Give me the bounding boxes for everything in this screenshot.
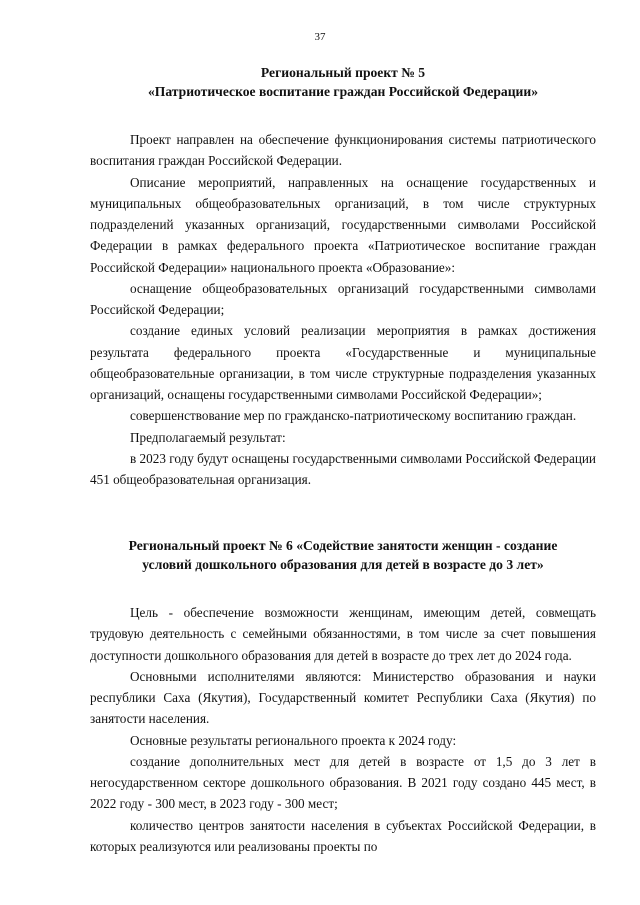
section-heading-project-5 xyxy=(90,63,596,101)
page-number: 37 xyxy=(314,31,326,43)
heading-line: Региональный проект № 5 xyxy=(260,65,426,80)
paragraph: Проект направлен на обеспечение функционирования системы патриотического воспитания граждан Российской Федерации. xyxy=(90,132,596,169)
paragraph: количество центров занятости населения в субъектах Российской Федерации, в которых реализуются или реализованы проекты по xyxy=(90,817,596,854)
paragraph: Основные результаты регионального проекта к 2024 году: xyxy=(130,732,457,748)
paragraph: Предполагаемый результат: xyxy=(130,429,286,445)
paragraph: создание единых условий реализации мероприятия в рамках достижения результата федерального проекта «Государственные и муниципальные общеобразовательные организации, в том числе структурные подразделения указанных организаций, оснащены государственными символами Российской Федерации»; xyxy=(90,323,596,402)
heading-line: Региональный проект № 6 «Содействие занятости женщин - создание xyxy=(128,538,558,553)
paragraph: Описание мероприятий, направленных на оснащение государственных и муниципальных общеобразовательных организаций, в том числе структурных подразделений указанных организаций, государственными символами Российской Федерации в рамках федерального проекта «Патриотическое воспитание граждан Российской Федерации» национального проекта «Образование»: xyxy=(90,174,596,275)
paragraph: оснащение общеобразовательных организаций государственными символами Российской Федерации; xyxy=(90,280,596,317)
section-body-project-6 xyxy=(90,602,596,857)
heading-line: условий дошкольного образования для детей в возрасте до 3 лет» xyxy=(142,557,544,572)
paragraph: создание дополнительных мест для детей в возрасте от 1,5 до 3 лет в негосударственном секторе дошкольного образования. В 2021 году создано 445 мест, в 2022 году - 300 мест, в 2023 году - 300 мест; xyxy=(90,753,596,812)
paragraph: в 2023 году будут оснащены государственными символами Российской Федерации 451 общеобразовательная организация. xyxy=(90,450,596,487)
section-body-project-5 xyxy=(90,129,596,490)
paragraph: Основными исполнителями являются: Министерство образования и науки республики Саха (Якутия), Государственный комитет Республики Саха (Якутия) по занятости населения. xyxy=(90,668,596,727)
paragraph: совершенствование мер по гражданско-патриотическому воспитанию граждан. xyxy=(130,408,577,424)
section-heading-project-6 xyxy=(90,536,596,574)
heading-line: «Патриотическое воспитание граждан Российской Федерации» xyxy=(147,84,539,99)
paragraph: Цель - обеспечение возможности женщинам, имеющим детей, совмещать трудовую деятельность с семейными обязанностями, в том числе за счет повышения доступности дошкольного образования для детей в возрасте до трех лет до 2024 года. xyxy=(90,605,596,663)
